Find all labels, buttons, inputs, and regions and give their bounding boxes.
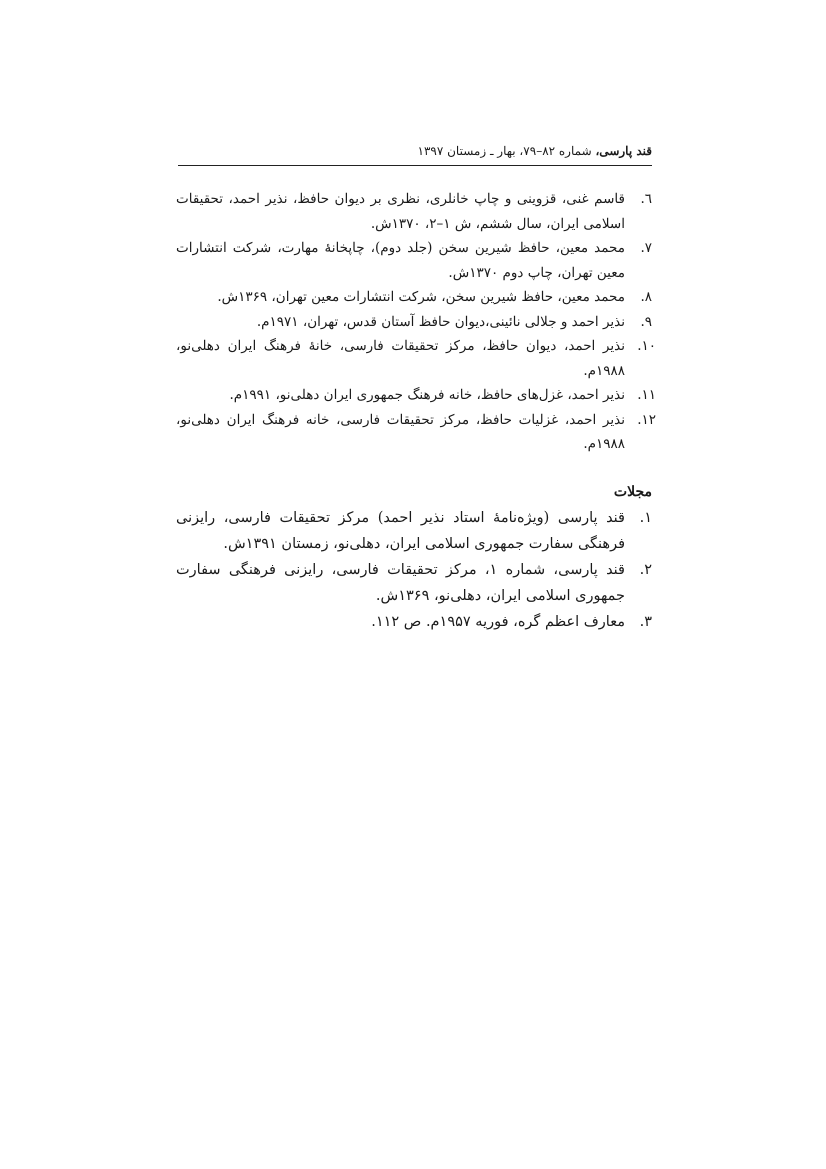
reference-text: نذیر احمد، غزلیات حافظ، مرکز تحقیقات فارسی، خانه فرهنگ ایران دهلی‌نو، ۱۹۸۸م.	[176, 411, 625, 452]
reference-item-7	[176, 236, 652, 285]
journal-number: ٣.	[639, 613, 652, 630]
journal-item-2	[176, 557, 652, 609]
journals-list	[176, 505, 652, 635]
reference-text: نذیر احمد، دیوان حافظ، مرکز تحقیقات فارسی، خانۀ فرهنگ ایران دهلی‌نو، ۱۹۸۸م.	[176, 338, 625, 379]
journal-text: معارف اعظم گره، فوریه ۱۹۵۷م. ص ۱۱۲.	[371, 613, 625, 630]
header-divider	[178, 165, 652, 166]
journal-name: قند پارسی،	[595, 144, 652, 158]
reference-text: قاسم غنی، قزوینی و چاپ خانلری، نظری بر دیوان حافظ، نذیر احمد، تحقیقات اسلامی ایران، سال ششم، ش ۱–۲، ۱۳۷۰ش.	[176, 191, 625, 232]
reference-text: نذیر احمد، غزل‌های حافظ، خانه فرهنگ جمهوری ایران دهلی‌نو، ۱۹۹۱م.	[229, 387, 625, 403]
reference-text: نذیر احمد و جلالی نائینی،دیوان حافظ آستان قدس، تهران، ۱۹۷۱م.	[256, 313, 625, 330]
issue-info: شماره ۸۲–۷۹، بهار ـ زمستان ۱۳۹۷	[417, 144, 596, 158]
bibliography-list	[176, 187, 656, 457]
reference-number: ١٢.	[637, 411, 656, 428]
reference-text: محمد معین، حافظ شیرین سخن، شرکت انتشارات معین تهران، ۱۳۶۹ش.	[217, 289, 625, 305]
main-content	[176, 187, 656, 635]
reference-number: ١٠.	[637, 338, 656, 354]
reference-number: ٦.	[640, 191, 652, 207]
journal-text: قند پارسی (ویژه‌نامۀ استاد نذیر احمد) مرکز تحقیقات فارسی، رایزنی فرهنگی سفارت جمهوری اسلامی ایران، دهلی‌نو، زمستان ۱۳۹۱ش.	[176, 509, 625, 552]
journal-item-3	[176, 609, 652, 635]
reference-text: محمد معین، حافظ شیرین سخن (جلد دوم)، چاپخانۀ مهارت، شرکت انتشارات معین تهران، چاپ دوم ۱۳۷۰ش.	[176, 240, 625, 281]
reference-item-6	[176, 187, 652, 236]
journal-text: قند پارسی، شماره ۱، مرکز تحقیقات فارسی، رایزنی فرهنگی سفارت جمهوری اسلامی ایران، دهلی‌نو، ۱۳۶۹ش.	[176, 561, 625, 604]
reference-number: ٩.	[640, 313, 652, 330]
journals-section-title: مجلات	[613, 483, 652, 500]
journal-item-1	[176, 505, 652, 557]
reference-item-9	[176, 310, 652, 335]
reference-item-11	[176, 383, 656, 408]
reference-item-8	[176, 285, 652, 310]
reference-item-12	[176, 408, 656, 457]
reference-number: ٨.	[640, 289, 652, 305]
journal-number: ٢.	[639, 561, 652, 578]
reference-number: ١١.	[637, 387, 656, 403]
reference-number: ٧.	[640, 240, 652, 256]
journal-number: ١.	[639, 509, 652, 526]
running-header	[178, 142, 652, 160]
reference-item-10	[176, 334, 656, 383]
